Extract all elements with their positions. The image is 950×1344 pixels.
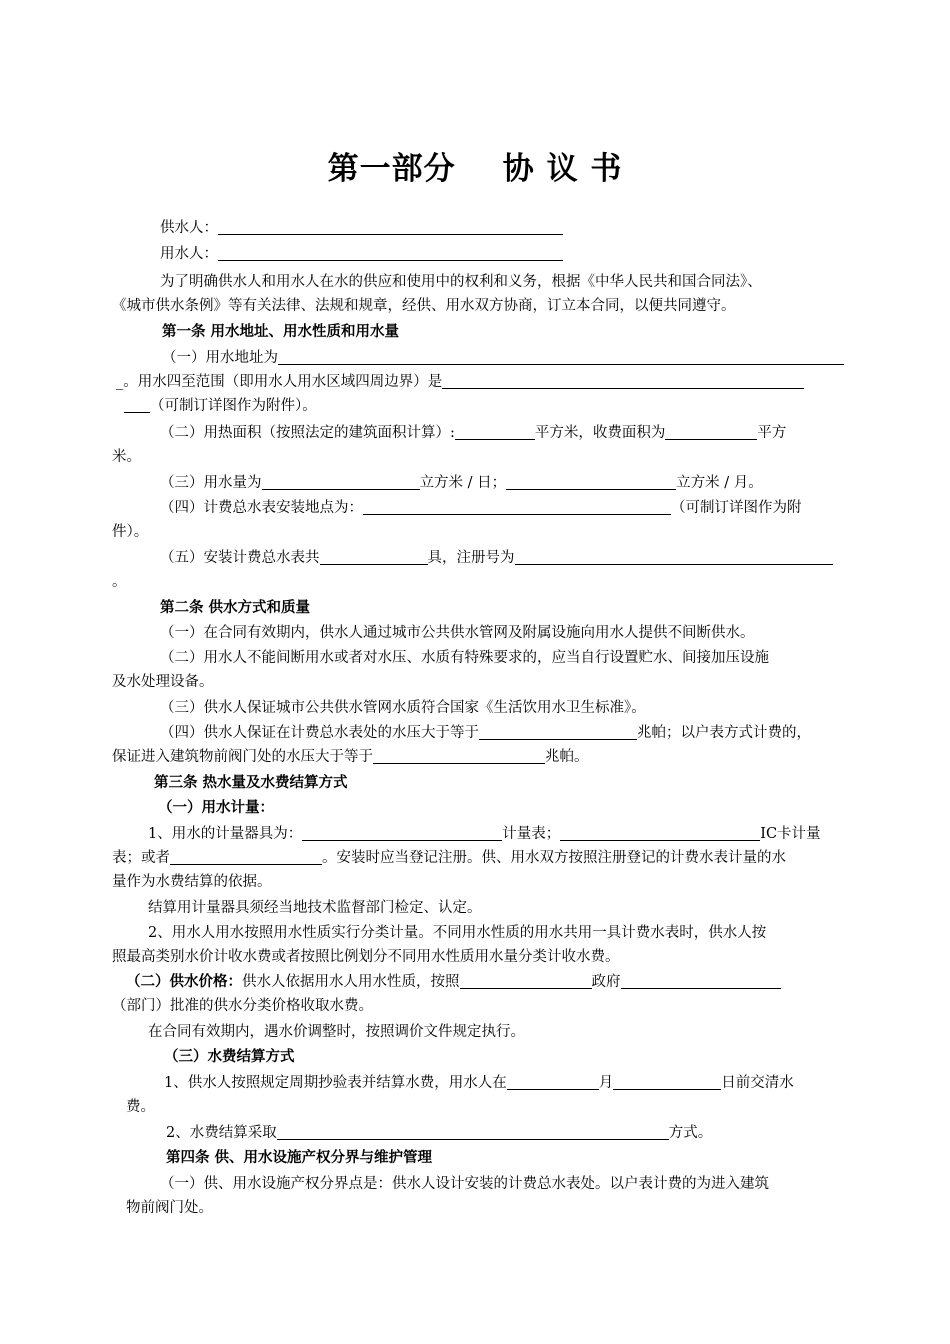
payment-month-blank[interactable] xyxy=(507,1072,599,1090)
article-2-heading: 第二条 供水方式和质量 xyxy=(160,600,311,616)
meter-count-blank[interactable] xyxy=(320,547,428,565)
article-3-para-1-end: 量作为水费结算的依据。 xyxy=(112,874,272,890)
article-3-sub-2: （二）供水价格：供水人依据用水人用水性质，按照 政府 xyxy=(126,970,886,995)
billing-area-blank[interactable] xyxy=(665,422,757,440)
article-3-heading: 第三条 热水量及水费结算方式 xyxy=(154,775,348,791)
article-2-item-2: （二）用水人不能间断用水或者对水压、水质有特殊要求的，应当自行设置贮水、间接加压设施 xyxy=(160,650,769,666)
supplier-line: 供水人： xyxy=(160,216,920,241)
article-3-para-2: 结算用计量器具须经当地技术监督部门检定、认定。 xyxy=(148,900,482,916)
ic-meter-blank[interactable] xyxy=(560,823,760,841)
article-1-item-5: （五）安装计费总水表共 具，注册号为 xyxy=(160,546,920,571)
water-address-blank[interactable] xyxy=(278,347,844,365)
article-3-para-1-cont: 表；或者 。安装时应当登记注册。供、用水双方按照注册登记的计费水表计量的水 xyxy=(112,846,872,871)
user-blank[interactable] xyxy=(218,243,563,261)
page-title: 第一部分 协 议 书 xyxy=(327,151,623,187)
article-1-heading: 第一条 用水地址、用水性质和用水量 xyxy=(162,324,400,340)
registration-number-blank[interactable] xyxy=(515,547,833,565)
government-blank[interactable] xyxy=(621,971,781,989)
article-3-para-3: 2、用水人用水按照用水性质实行分类计量。不同用水性质的用水共用一具计费水表时，供水人按 xyxy=(148,925,767,941)
article-1-item-1: （一）用水地址为 xyxy=(162,346,922,371)
water-range-blank[interactable] xyxy=(442,371,804,389)
article-4-heading: 第四条 供、用水设施产权分界与维护管理 xyxy=(166,1150,433,1166)
article-4-item-1: （一）供、用水设施产权分界点是：供水人设计安装的计费总水表处。以户表计费的为进入建筑 xyxy=(160,1176,769,1192)
preamble-line-1: 为了明确供水人和用水人在水的供应和使用中的权利和义务，根据《中华人民共和国合同法》、 xyxy=(160,274,762,290)
settlement-method-blank[interactable] xyxy=(277,1122,669,1140)
article-2-item-4: （四）供水人保证在计费总水表处的水压大于等于 兆帕；以户表方式计费的， xyxy=(160,721,920,746)
payment-day-blank[interactable] xyxy=(613,1072,721,1090)
meter-pressure-blank[interactable] xyxy=(479,722,637,740)
pricing-authority-blank[interactable] xyxy=(460,971,592,989)
article-3-para-6: 1、供水人按照规定周期抄验表并结算水费，用水人在 月 日前交清水 xyxy=(164,1071,924,1096)
article-3-sub-3: （三）水费结算方式 xyxy=(164,1049,295,1065)
meter-location-blank[interactable] xyxy=(363,497,671,515)
supplier-blank[interactable] xyxy=(218,217,563,235)
article-2-item-4-cont: 保证进入建筑物前阀门处的水压大于等于 兆帕。 xyxy=(112,745,872,770)
article-4-item-1-cont: 物前阀门处。 xyxy=(126,1200,213,1216)
valve-pressure-blank[interactable] xyxy=(373,746,545,764)
heating-area-blank[interactable] xyxy=(455,422,535,440)
article-1-item-2: （二）用热面积（按照法定的建筑面积计算）: 平方米，收费面积为 平方 xyxy=(160,421,920,446)
article-3-para-7: 2、水费结算采取 方式。 xyxy=(166,1121,926,1146)
daily-volume-blank[interactable] xyxy=(262,472,420,490)
article-3-para-5: 在合同有效期内，遇水价调整时，按照调价文件规定执行。 xyxy=(148,1024,525,1040)
article-2-item-2-cont: 及水处理设备。 xyxy=(112,674,214,690)
meter-type-blank[interactable] xyxy=(302,823,502,841)
article-2-item-3: （三）供水人保证城市公共供水管网水质符合国家《生活饮用水卫生标准》。 xyxy=(160,700,646,716)
monthly-volume-blank[interactable] xyxy=(506,472,676,490)
other-meter-blank[interactable] xyxy=(170,847,322,865)
article-1-item-5-cont: 。 xyxy=(112,574,127,590)
user-line: 用水人： xyxy=(160,242,920,267)
article-3-para-3-cont: 照最高类别水价计收水费或者按照比例划分不同用水性质用水量分类计收水费。 xyxy=(112,949,620,965)
article-3-para-1: 1、用水的计量器具为： 计量表； IC卡计量 xyxy=(148,822,908,847)
article-2-item-1: （一）在合同有效期内，供水人通过城市公共供水管网及附属设施向用水人提供不间断供水。 xyxy=(160,625,755,641)
preamble-line-2: 《城市供水条例》等有关法律、法规和规章，经供、用水双方协商，订立本合同，以便共同遵守。 xyxy=(112,298,736,314)
article-1-item-4-cont: 件）。 xyxy=(112,524,149,540)
article-1-item-2-cont: 米。 xyxy=(112,449,141,465)
article-1-item-1-cont: _。用水四至范围（即用水人用水区域四周边界）是 xyxy=(116,370,876,395)
article-3-para-6-cont: 费。 xyxy=(126,1099,155,1115)
article-3-para-4-cont: （部门）批准的供水分类价格收取水费。 xyxy=(112,998,373,1014)
article-1-item-3: （三）用水量为 立方米 / 日； 立方米 / 月。 xyxy=(160,471,920,496)
article-3-sub-1: （一）用水计量： xyxy=(158,800,274,816)
water-range-blank-end[interactable] xyxy=(124,395,150,413)
article-1-item-4: （四）计费总水表安装地点为： （可制订详图作为附 xyxy=(160,496,920,521)
article-1-item-1-end: （可制订详图作为附件）。 xyxy=(124,394,884,419)
